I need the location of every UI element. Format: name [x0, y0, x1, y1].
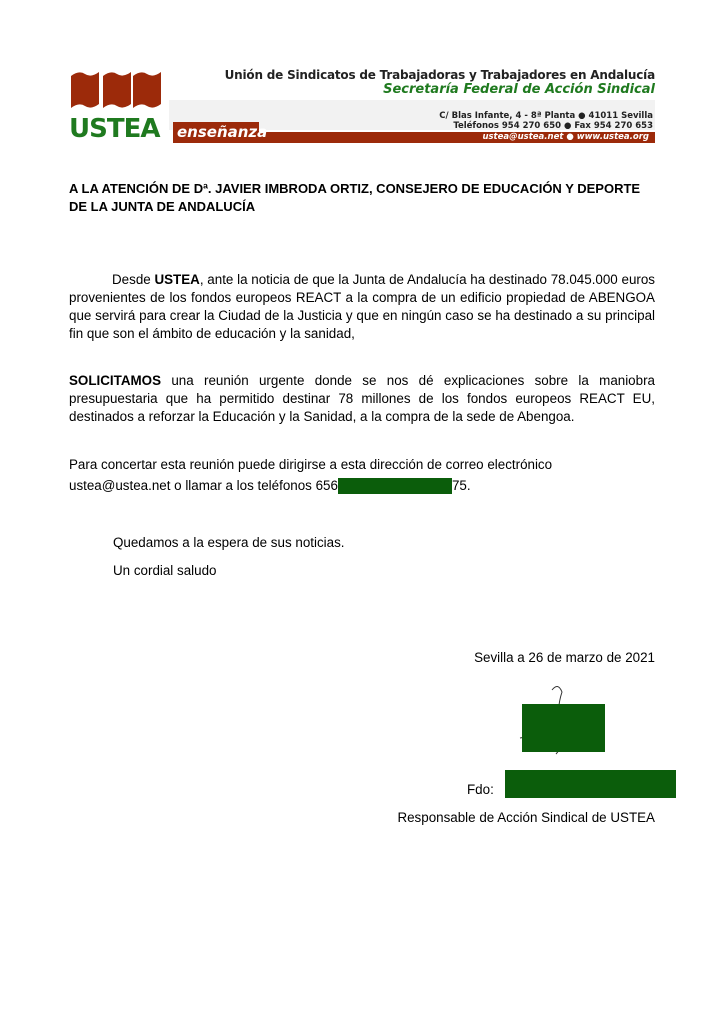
redacted-phone — [338, 478, 452, 494]
phone-line: Teléfonos 954 270 650 ● Fax 954 270 653 — [453, 121, 653, 131]
date-line: Sevilla a 26 de marzo de 2021 — [474, 650, 655, 665]
para1-lead: Desde — [112, 272, 155, 287]
contact-line-end: 75. — [451, 478, 471, 493]
addressee-heading: A LA ATENCIÓN DE Dª. JAVIER IMBRODA ORTIZ, CONSEJERO DE EDUCACIÓN Y DEPORTE DE LA JUNTA DE ANDALUCÍA — [69, 181, 641, 214]
redacted-signer-name — [505, 770, 676, 798]
signer-role: Responsable de Acción Sindical de USTEA — [397, 810, 655, 825]
closing-wait: Quedamos a la espera de sus noticias. — [113, 535, 345, 550]
address-line: C/ Blas Infante, 4 - 8ª Planta ● 41011 Sevilla — [439, 111, 653, 121]
redacted-signature — [522, 704, 605, 752]
fdo-label: Fdo: — [467, 782, 494, 797]
closing-greeting: Un cordial saludo — [113, 563, 217, 578]
paragraph-request — [69, 372, 655, 426]
ensenanza-text: enseñanza — [177, 123, 268, 141]
contact-paragraph-line2 — [69, 477, 471, 495]
para1-bold: USTEA — [154, 272, 200, 287]
secretaria-title: Secretaría Federal de Acción Sindical — [383, 82, 655, 97]
ustea-logo-text: USTEA — [69, 114, 160, 144]
paragraph-intro — [69, 271, 655, 343]
letterhead — [69, 66, 655, 144]
contact-line-start: ustea@ustea.net o llamar a los teléfonos 656 — [69, 478, 338, 493]
para1-rest: , ante la noticia de que la Junta de Andalucía ha destinado 78.045.000 euros provenientes de los fondos europeos REACT a la compra de un edificio propiedad de ABENGOA que servirá para crear la Ciudad de la Justicia y que en ningún caso se ha destinado a su principal fin que son el ámbito de educación y la sanidad, — [69, 272, 655, 341]
contact-line: ustea@ustea.net ● www.ustea.org — [482, 132, 649, 142]
para2-bold: SOLICITAMOS — [69, 373, 161, 388]
para2-rest: una reunión urgente donde se nos dé explicaciones sobre la maniobra presupuestaria que ha permitido destinar 78 millones de los fondos europeos REACT EU, destinados a reforzar la Educación y la Sanidad, a la compra de la sede de Abengoa. — [69, 373, 655, 424]
union-name: Unión de Sindicatos de Trabajadoras y Trabajadores en Andalucía — [224, 68, 655, 82]
contact-paragraph-line1: Para concertar esta reunión puede dirigirse a esta dirección de correo electrónico — [69, 457, 553, 472]
flags-logo-icon — [69, 66, 164, 114]
